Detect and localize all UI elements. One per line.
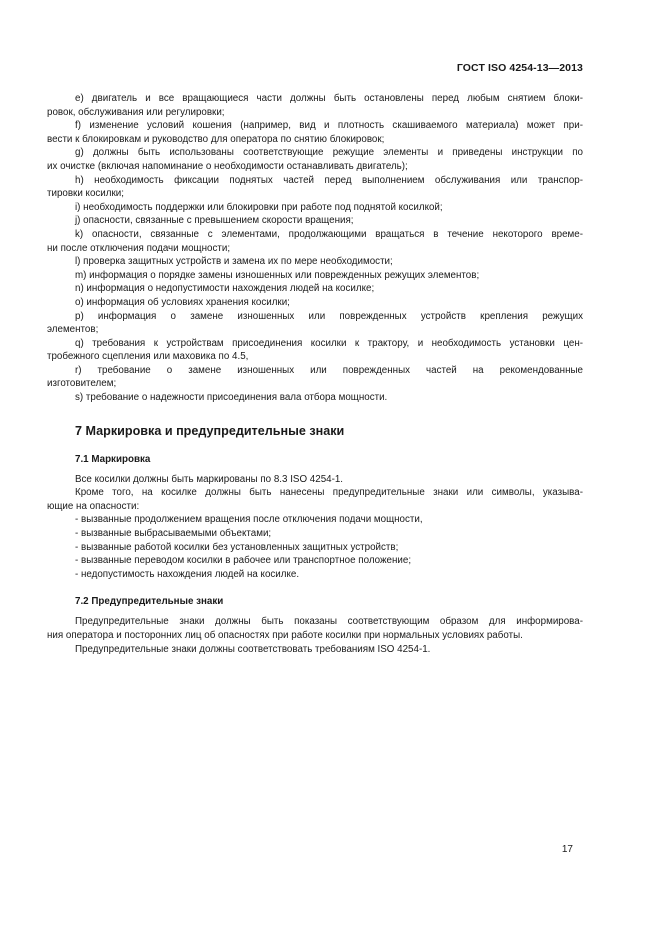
list-item-f-line1: f) изменение условий кошения (например, вид и плотность скашиваемого материала) может при- xyxy=(75,120,583,132)
dash-item: - вызванные выбрасываемыми объектами; xyxy=(75,528,272,540)
list-item-s: s) требование о надежности присоединения вала отбора мощности. xyxy=(75,392,388,404)
list-item-l: l) проверка защитных устройств и замена их по мере необходимости; xyxy=(75,256,393,268)
paragraph-7-1-second-line1: Кроме того, на косилке должны быть нанесены предупредительные знаки или символы, указыва- xyxy=(75,487,583,499)
paragraph-7-2-first-line2: ния оператора и посторонних лиц об опасностях при работе косилки при нормальных условиях работы. xyxy=(47,630,523,641)
list-item-g-line2: их очистке (включая напоминание о необходимости останавливать двигатель); xyxy=(47,160,408,172)
paragraph-7-1-second-line2: ющие на опасности: xyxy=(47,500,140,512)
list-item-h-line1: h) необходимость фиксации поднятых частей перед выполнением обслуживания или транспор- xyxy=(75,174,583,186)
list-item-e-line2: ровок, обслуживания или регулировки; xyxy=(47,106,225,118)
section-7-title: 7 Маркировка и предупредительные знаки xyxy=(75,423,345,438)
list-item-h-line2: тировки косилки; xyxy=(47,188,124,200)
list-item-q-line2: тробежного сцепления или маховика по 4.5, xyxy=(47,351,249,363)
list-item-f-line2: вести к блокировкам и руководство для оператора по снятию блокировок; xyxy=(47,133,385,145)
paragraph-7-2-first-line1: Предупредительные знаки должны быть показаны соответствующим образом для информирова- xyxy=(75,616,583,628)
subsection-7-1-title: 7.1 Маркировка xyxy=(75,453,151,465)
list-item-o: o) информация об условиях хранения косилки; xyxy=(75,296,290,308)
list-item-q-line1: q) требования к устройствам присоединения косилки к трактору, и необходимость установки цен- xyxy=(75,337,583,349)
list-item-k-line1: k) опасности, связанные с элементами, продолжающими вращаться в течение некоторого време- xyxy=(75,228,583,240)
list-item-g-line1: g) должны быть использованы соответствующие режущие элементы и приведены инструкции по xyxy=(75,147,583,159)
list-item-e-line1: е) двигатель и все вращающиеся части должны быть остановлены перед любым снятием блоки- xyxy=(75,93,583,104)
dash-item: - недопустимость нахождения людей на косилке. xyxy=(75,568,300,580)
document-header: ГОСТ ISO 4254-13—2013 xyxy=(456,62,583,74)
list-item-r-line1: r) требование о замене изношенных или поврежденных частей на рекомендованные xyxy=(75,364,583,376)
dash-item: - вызванные переводом косилки в рабочее или транспортное положение; xyxy=(75,555,412,567)
list-item-k-line2: ни после отключения подачи мощности; xyxy=(47,242,231,254)
paragraph-7-2-second: Предупредительные знаки должны соответствовать требованиям ISO 4254-1. xyxy=(75,643,431,655)
list-item-p-line2: элементов; xyxy=(47,324,99,336)
paragraph-7-1-first: Все косилки должны быть маркированы по 8.3 ISO 4254-1. xyxy=(75,473,344,485)
subsection-7-2-title: 7.2 Предупредительные знаки xyxy=(75,596,224,608)
document-body xyxy=(47,92,583,656)
list-item-m: m) информация о порядке замены изношенных или поврежденных режущих элементов; xyxy=(75,269,480,281)
list-item-n: n) информация о недопустимости нахождения людей на косилке; xyxy=(75,283,375,295)
dash-item: - вызванные продолжением вращения после отключения подачи мощности, xyxy=(75,514,423,526)
dash-item: - вызванные работой косилки без установленных защитных устройств; xyxy=(75,541,399,553)
list-item-j: j) опасности, связанные с превышением скорости вращения; xyxy=(75,215,354,227)
page-number: 17 xyxy=(561,844,573,855)
list-item-i: i) необходимость поддержки или блокировки при работе под поднятой косилкой; xyxy=(75,201,443,213)
list-item-p-line1: p) информация о замене изношенных или поврежденных устройств крепления режущих xyxy=(75,310,583,322)
list-item-r-line2: изготовителем; xyxy=(47,378,117,390)
